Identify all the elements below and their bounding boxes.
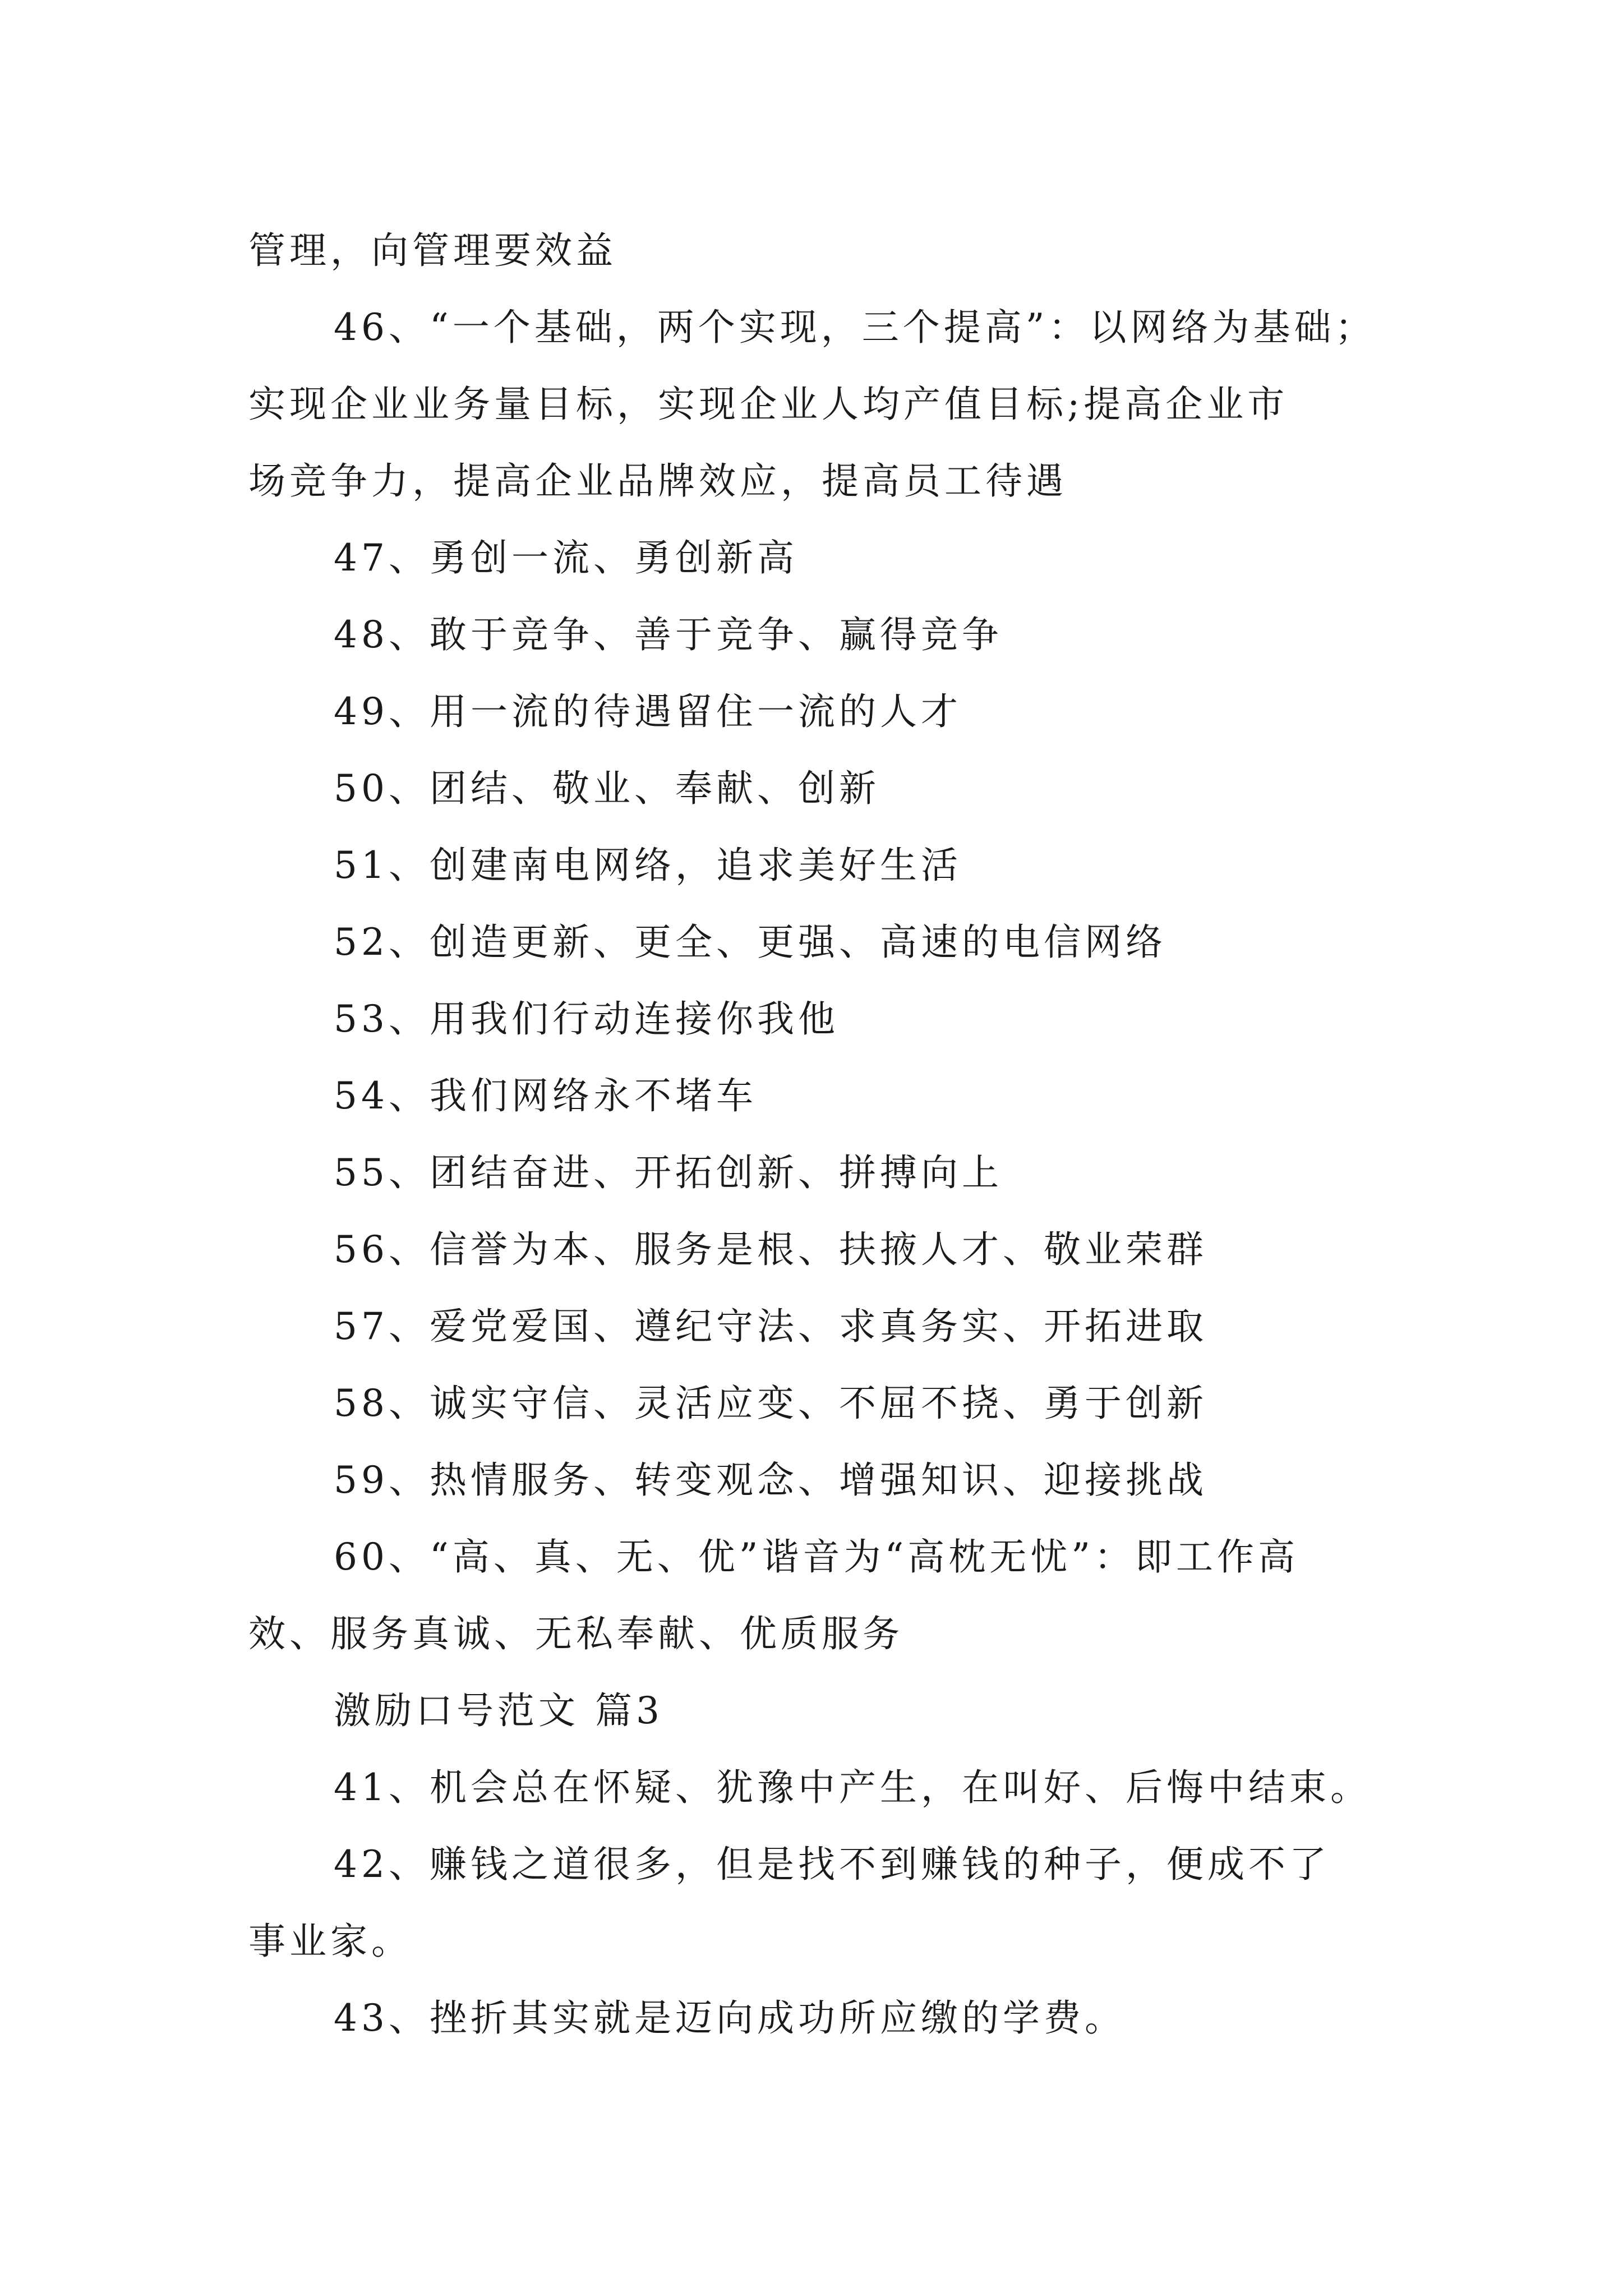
text-line: 46、“一个基础，两个实现，三个提高”：以网络为基础； [334,306,1376,349]
text-line: 51、创建南电网络，追求美好生活 [334,844,962,887]
text-line: 41、机会总在怀疑、犹豫中产生，在叫好、后悔中结束。 [334,1766,1371,1809]
text-line: 54、我们网络永不堵车 [334,1074,757,1117]
text-line: 43、挫折其实就是迈向成功所应缴的学费。 [334,1996,1126,2040]
text-line: 49、用一流的待遇留住一流的人才 [334,690,962,733]
text-line: 50、团结、敬业、奉献、创新 [334,767,880,810]
text-line: 59、热情服务、转变观念、增强知识、迎接挑战 [334,1458,1207,1502]
text-line: 53、用我们行动连接你我他 [334,997,839,1041]
text-line: 效、服务真诚、无私奉献、优质服务 [248,1612,903,1655]
text-line: 57、爱党爱国、遵纪守法、求真务实、开拓进取 [334,1305,1207,1348]
document-body [248,212,1393,2056]
text-line: 管理，向管理要效益 [248,229,617,272]
text-line: 42、赚钱之道很多，但是找不到赚钱的种子，便成不了 [334,1843,1330,1886]
text-line: 场竞争力，提高企业品牌效应，提高员工待遇 [248,459,1067,503]
text-line: 48、敢于竞争、善于竞争、赢得竞争 [334,613,1003,656]
section-heading: 激励口号范文 篇3 [334,1689,663,1732]
text-line: 事业家。 [248,1920,412,1963]
text-line: 47、勇创一流、勇创新高 [334,536,798,579]
text-line: 55、团结奋进、开拓创新、拼搏向上 [334,1151,1003,1194]
text-line: 58、诚实守信、灵活应变、不屈不挠、勇于创新 [334,1382,1207,1425]
text-line: 实现企业业务量目标，实现企业人均产值目标;提高企业市 [248,383,1289,426]
text-line: 56、信誉为本、服务是根、扶掖人才、敬业荣群 [334,1228,1207,1271]
text-line: 60、“高、真、无、优”谐音为“高枕无忧”：即工作高 [334,1535,1299,1579]
text-line: 52、创造更新、更全、更强、高速的电信网络 [334,921,1166,964]
